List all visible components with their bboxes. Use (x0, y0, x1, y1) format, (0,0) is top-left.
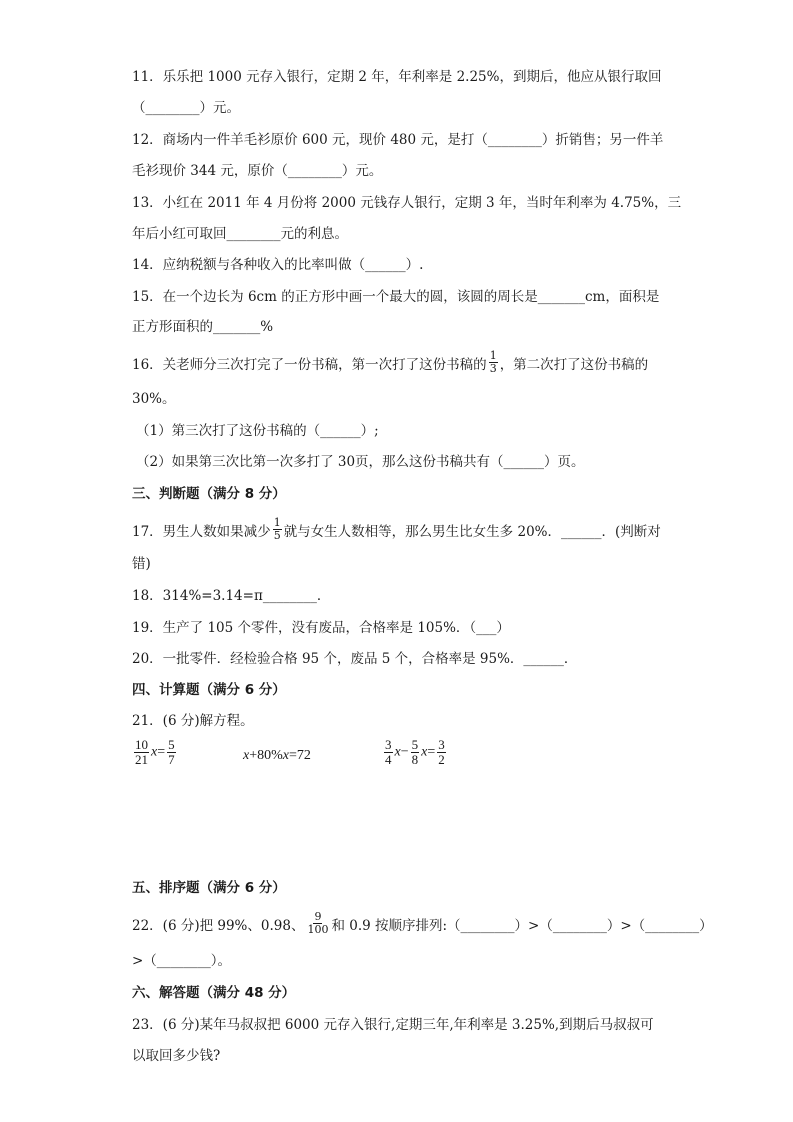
equation-1: $\frac{10}{21}$ x= $\frac{5}{7}$ (135, 737, 175, 767)
q22-fraction: $\frac{9}{100}$ (307, 910, 329, 936)
q22-text-a: 22．(6 分)把 99%、0.98、 (132, 918, 305, 934)
q23-line1: 23．(6 分)某年马叔叔把 6000 元存入银行,定期三年,年利率是 3.25%,到期后马叔叔可 (132, 1017, 654, 1033)
q12-line1: 12．商场内一件羊毛衫原价 600 元，现价 480 元，是打（________）折销售；另一件羊 (132, 132, 664, 148)
q15-line2: 正方形面积的_______% (132, 319, 274, 335)
q15-line1: 15．在一个边长为 6cm 的正方形中画一个最大的圆，该圆的周长是_______cm，面积是 (132, 289, 660, 305)
q16-sub1: （1）第三次打了这份书稿的（______）; (136, 423, 379, 439)
q14-line1: 14．应纳税额与各种收入的比率叫做（______）. (132, 257, 424, 273)
equation-2: x+80%x=72 (243, 748, 311, 763)
q17-text-a: 17．男生人数如果减少 (132, 524, 271, 540)
q11-line1: 11．乐乐把 1000 元存入银行，定期 2 年，年利率是 2.25%，到期后，他应从银行取回 (132, 69, 662, 85)
q20: 20．一批零件．经检验合格 95 个，废品 5 个，合格率是 95%．______． (132, 651, 578, 667)
q16-text-b: ，第二次打了这份书稿的 (499, 357, 649, 373)
q16-text-a: 16．关老师分三次打完了一份书稿，第一次打了这份书稿的 (132, 357, 487, 373)
section-4-heading: 四、计算题（满分 6 分） (132, 682, 286, 698)
equation-3: $\frac{3}{4}$ x− $\frac{5}{8}$ x= $\frac{3}{2}$ (385, 737, 445, 767)
q17-line1 (132, 516, 661, 545)
q16-fraction: $\frac{1}{3}$ (489, 349, 497, 375)
section-5-heading: 五、排序题（满分 6 分） (132, 880, 286, 896)
q17-fraction: $\frac{1}{5}$ (273, 516, 281, 542)
q16-line2: 30%。 (132, 391, 176, 407)
q16-line1 (132, 349, 649, 378)
q17-text-b: 就与女生人数相等，那么男生比女生多 20%．______．(判断对 (283, 524, 661, 540)
q12-line2: 毛衫现价 344 元，原价（________）元。 (132, 163, 383, 179)
q22-line1 (132, 910, 713, 939)
q17-line2: 错) (132, 556, 151, 572)
q13-line1: 13．小红在 2011 年 4 月份将 2000 元钱存人银行，定期 3 年，当时年利率为 4.75%，三 (132, 195, 682, 211)
q13-line2: 年后小红可取回________元的利息。 (132, 226, 348, 242)
q11-line2: （________）元。 (132, 100, 240, 116)
section-6-heading: 六、解答题（满分 48 分） (132, 985, 296, 1001)
q19: 19．生产了 105 个零件，没有废品，合格率是 105%．（___） (132, 620, 510, 636)
q16-sub2: （2）如果第三次比第一次多打了 30页，那么这份书稿共有（______）页。 (136, 454, 585, 470)
q22-line2: >（________）。 (132, 953, 232, 969)
q22-text-b: 和 0.9 按顺序排列:（________）>（________）>（________） (331, 918, 713, 934)
q18: 18．314%=3.14=π________． (132, 588, 331, 604)
q23-line2: 以取回多少钱? (132, 1048, 221, 1064)
q21-title: 21．(6 分)解方程。 (132, 713, 254, 729)
section-3-heading: 三、判断题（满分 8 分） (132, 486, 286, 502)
